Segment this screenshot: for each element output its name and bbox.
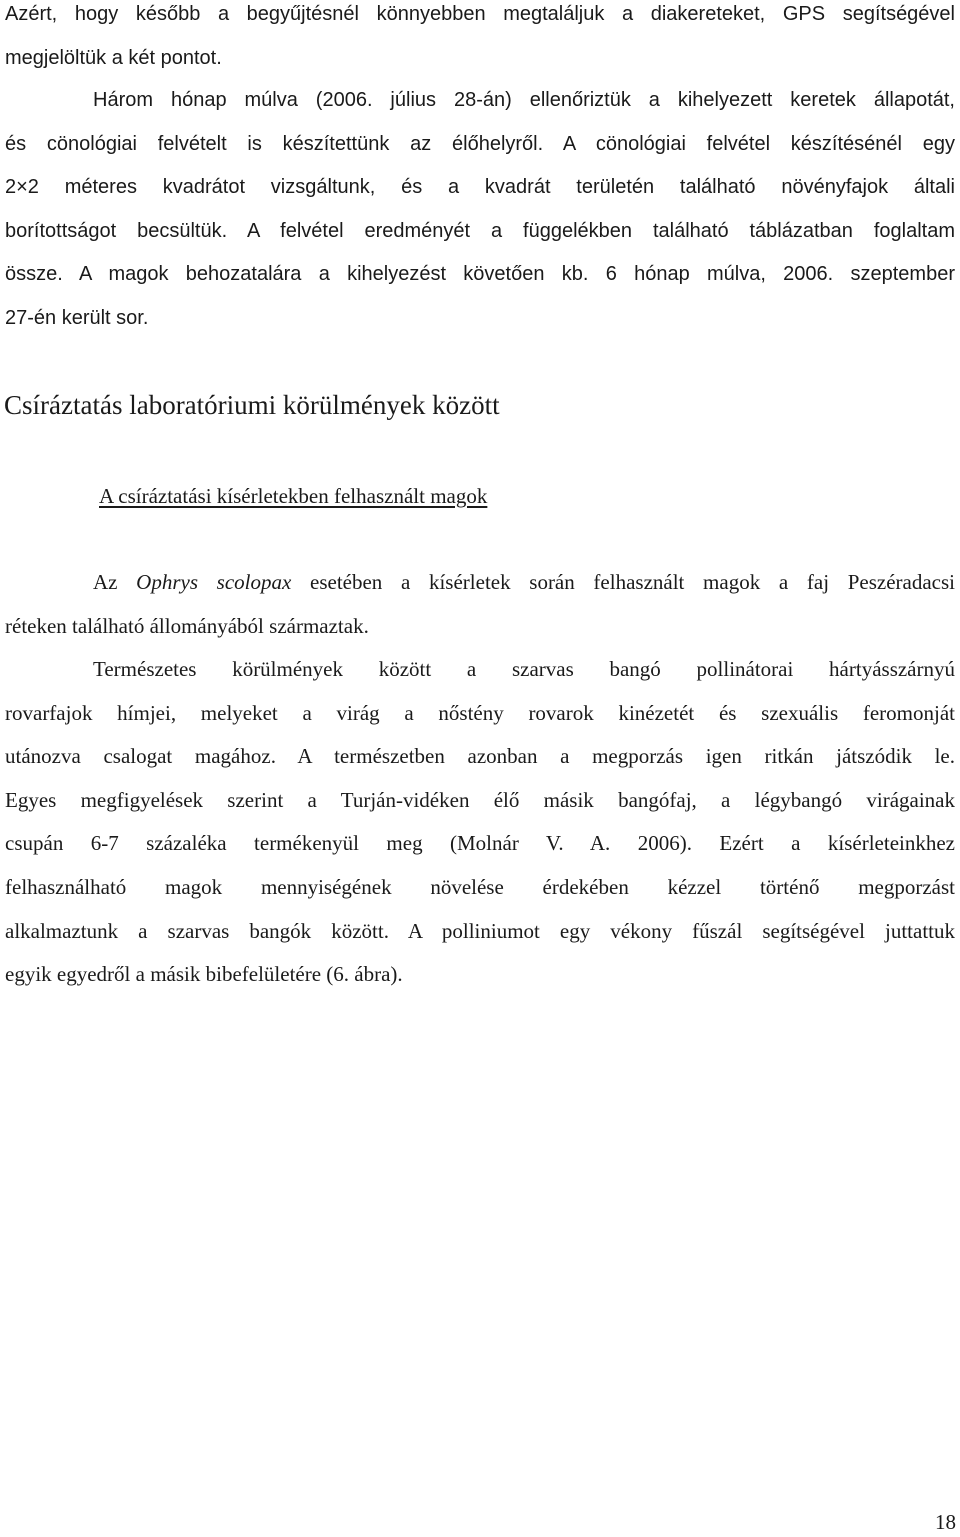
text-line: 27-én került sor. — [5, 306, 149, 329]
text-fragment: esetében a kísérletek során felhasznált magok a faj Peszéradacsi — [291, 570, 955, 594]
text-line: Három hónap múlva (2006. július 28-án) ellenőriztük a kihelyezett keretek állapotát, — [93, 89, 955, 111]
species-name: Ophrys scolopax — [136, 570, 292, 594]
text-line: Egyes megfigyelések szerint a Turján-vidéken élő másik bangófaj, a légybangó virágainak — [5, 787, 955, 812]
text-line: egyik egyedről a másik bibefelületére (6. ábra). — [5, 962, 403, 987]
text-line: rovarfajok hímjei, melyeket a virág a nőstény rovarok kinézetét és szexuális feromonját — [5, 700, 955, 725]
text-line: és cönológiai felvételt is készítettünk az élőhelyről. A cönológiai felvétel készítésénél egy — [5, 132, 955, 155]
paragraph-coenological-survey — [5, 79, 955, 341]
subsection-heading: A csíráztatási kísérletekben felhasznált magok — [99, 484, 488, 508]
text-line: réteken található állományából származtak. — [5, 613, 369, 638]
text-line: csupán 6-7 százaléka termékenyül meg (Molnár V. A. 2006). Ezért a kísérleteinkhez — [5, 831, 955, 856]
text-fragment: Az — [93, 570, 137, 594]
text-line — [5, 561, 955, 605]
page-number: 18 — [935, 1510, 956, 1534]
text-line: 2×2 méteres kvadrátot vizsgáltunk, és a kvadrát területén található növényfajok általi — [5, 176, 955, 199]
text-line: Azért, hogy később a begyűjtésnél könnyebben megtaláljuk a diakereteket, GPS segítségével — [5, 3, 955, 25]
text-line: utánozva csalogat magához. A természetben azonban a megporzás igen ritkán játszódik le. — [5, 744, 955, 769]
section-heading: Csíráztatás laboratóriumi körülmények között — [4, 390, 500, 420]
text-line: megjelöltük a két pontot. — [5, 46, 222, 69]
text-line: alkalmaztunk a szarvas bangók között. A polliniumot egy vékony fűszál segítségével juttattuk — [5, 918, 955, 943]
text-line: borítottságot becsültük. A felvétel eredményét a függelékben található táblázatban foglaltam — [5, 219, 955, 242]
text-line: felhasználható magok mennyiségének növelése érdekében kézzel történő megporzást — [5, 874, 955, 899]
paragraph-pollination — [5, 648, 955, 997]
paragraph-seed-origin — [5, 561, 955, 648]
text-line: össze. A magok behozatalára a kihelyezést követően kb. 6 hónap múlva, 2006. szeptember — [5, 263, 955, 286]
text-line: Természetes körülmények között a szarvas bangó pollinátorai hártyásszárnyú — [93, 657, 955, 681]
paragraph-gps-marking — [5, 0, 955, 80]
